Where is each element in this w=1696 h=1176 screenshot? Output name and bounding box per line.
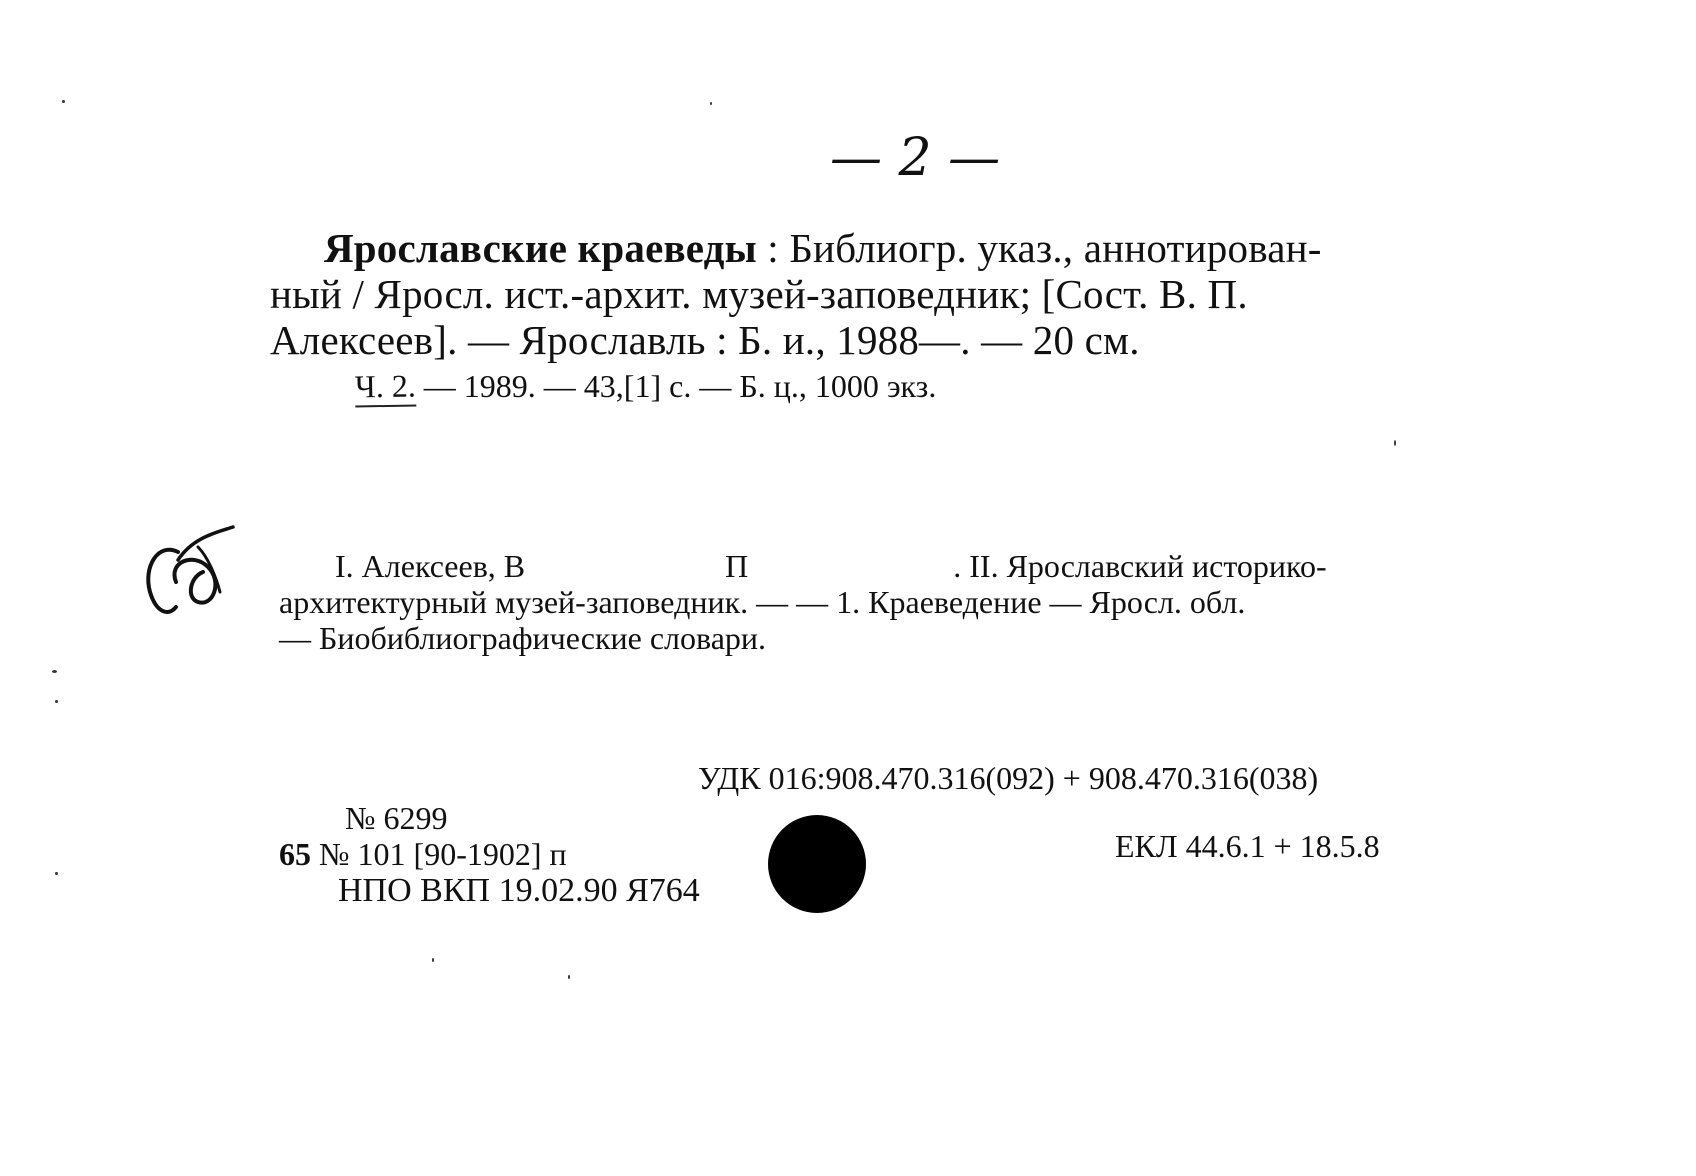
inventory-number: № 6299 bbox=[345, 800, 448, 836]
part-label: Ч. 2. bbox=[355, 367, 416, 407]
handwritten-mark-icon bbox=[138, 522, 238, 632]
tracing-line-3: — Биобиблиографические словари. bbox=[279, 620, 767, 656]
speck bbox=[55, 872, 58, 875]
ekl-code: ЕКЛ 44.6.1 + 18.5.8 bbox=[1115, 828, 1380, 864]
print-info: НПО ВКП 19.02.90 Я764 bbox=[338, 872, 700, 909]
speck bbox=[432, 958, 434, 962]
tracing-initial: П bbox=[725, 548, 749, 584]
speck bbox=[710, 102, 712, 105]
order-prefix: 65 bbox=[279, 836, 311, 872]
speck bbox=[62, 100, 65, 103]
udk-code: УДК 016:908.470.316(092) + 908.470.316(038) bbox=[698, 760, 1319, 796]
speck bbox=[55, 700, 58, 703]
entry-title: Ярославские краеведы bbox=[324, 225, 757, 271]
part-line bbox=[355, 368, 936, 407]
tracing-line-2: архитектурный музей-заповедник. — — 1. Краеведение — Яросл. обл. bbox=[279, 584, 1246, 620]
tracing-author: I. Алексеев, В bbox=[335, 548, 526, 584]
order-number bbox=[279, 836, 567, 872]
speck bbox=[568, 975, 570, 979]
tracing-institution: . II. Ярославский историко- bbox=[953, 548, 1327, 584]
speck bbox=[1394, 440, 1396, 446]
page-number: — 2 — bbox=[830, 128, 1001, 188]
entry-line-1-rest: : Библиогр. указ., аннотирован- bbox=[756, 225, 1322, 271]
entry-line-3: Алексеев]. — Ярославль : Б. и., 1988—. — 20 см. bbox=[270, 317, 1140, 363]
tracing-line-1 bbox=[335, 548, 1327, 584]
punch-hole bbox=[768, 815, 866, 913]
speck bbox=[52, 670, 57, 673]
entry-line-2: ный / Яросл. ист.-архит. музей-заповедник; [Сост. В. П. bbox=[270, 271, 1248, 317]
part-rest: — 1989. — 43,[1] с. — Б. ц., 1000 экз. bbox=[415, 368, 937, 404]
entry-line-1 bbox=[324, 226, 1322, 270]
order-rest: № 101 [90-1902] п bbox=[311, 836, 567, 872]
